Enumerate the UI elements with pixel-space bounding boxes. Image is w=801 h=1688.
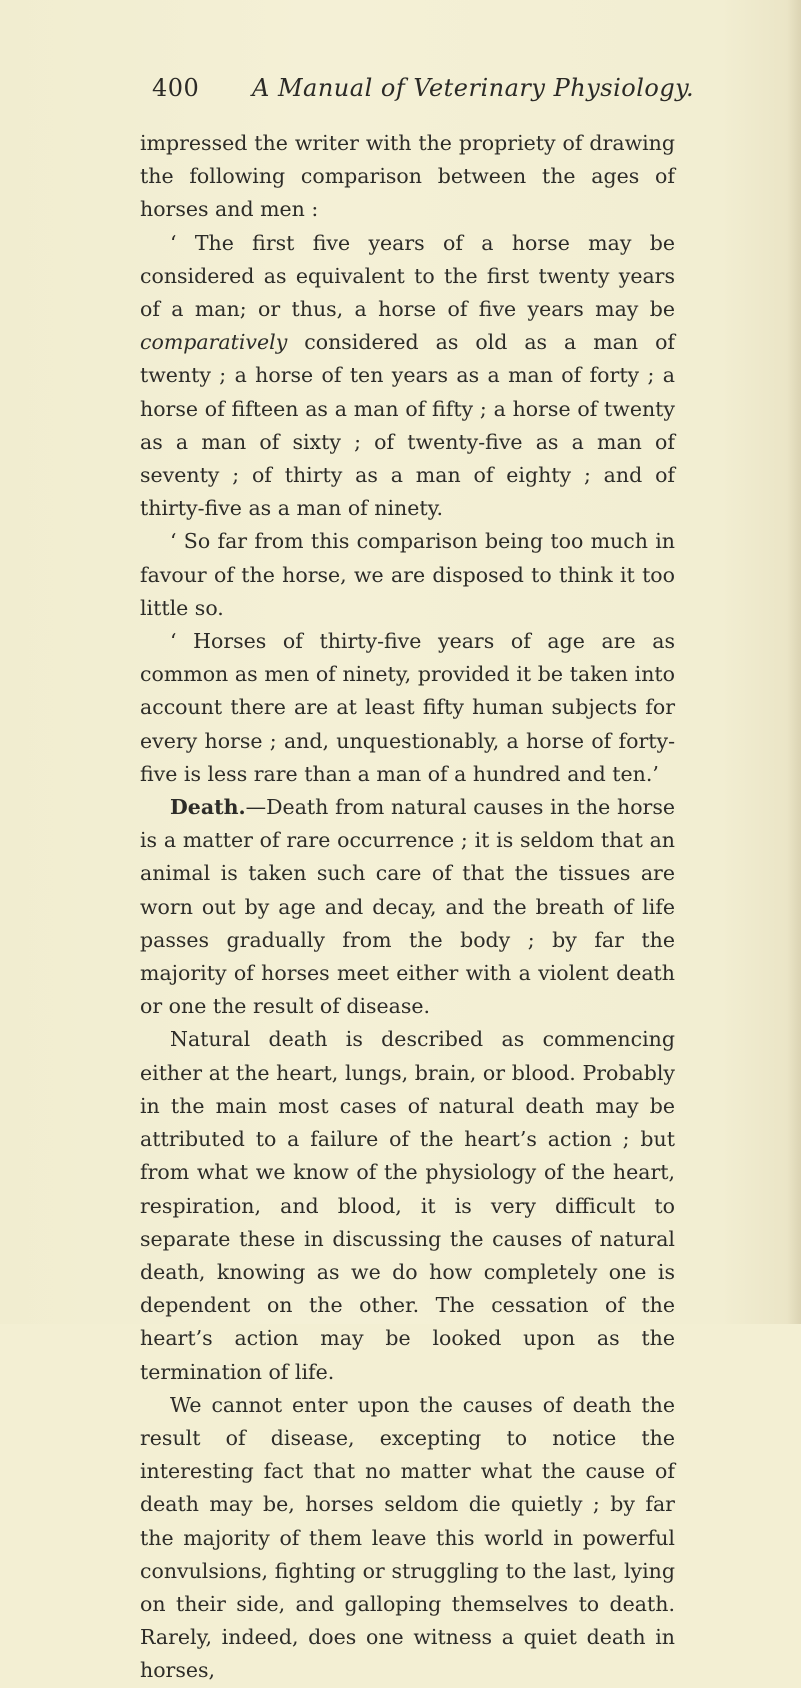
running-title: A Manual of Veterinary Physiology. [252,74,695,102]
section-heading-death: Death. [170,795,246,820]
emphasis-comparatively: comparatively [140,330,288,355]
paragraph-disease-death: We cannot enter upon the causes of death the result of disease, excepting to notice the interesting fact that no matter what the cause of death may be, horses seldom die quietly ; by far the majority of them leave this world in powerful convulsions, fighting or struggling to the last, lying on their side, and galloping themselves to death. Rarely, indeed, does one witness a quiet death in horses, [140,1392,675,1683]
paragraph-natural-death: Natural death is described as commencing either at the heart, lungs, brain, or blood. Probably in the main most cases of natural death may be attributed to a failure of the heart’s action ; but from what we know of the physiology of the heart, respiration, and blood, it is very difficult to separate these in discussing the causes of natural death, knowing as we do how completely one is dependent on the other. The cessation of the heart’s action may be looked upon as the termination of life. [140,1027,675,1384]
paragraph-death: Death.—Death from natural causes in the horse is a matter of rare occurrence ; it is seldom that an animal is taken such care of that the tissues are worn out by age and decay, and the breath of life passes gradually from the body ; by far the majority of horses meet either with a violent death or one the result of disease. [140,795,675,1019]
paragraph-age-comparison: ‘ The first five years of a horse may be considered as equivalent to the first twenty years of a man; or thus, a horse of five years may be comparatively considered as old as a man of twenty ; a horse of ten years as a man of forty ; a horse of fifteen as a man of fifty ; a horse of twenty as a man of sixty ; of twenty-five as a man of seventy ; of thirty as a man of eighty ; and of thirty-five as a man of ninety. [140,230,675,521]
page-edge-shadow [787,0,801,1324]
page-header [152,74,695,108]
paragraph-favour: ‘ So far from this comparison being too much in favour of the horse, we are disposed to think it too little so. [140,529,675,620]
paragraph-continuation: impressed the writer with the propriety of drawing the following comparison between the ages of horses and men : [140,131,675,222]
page-number: 400 [152,74,200,102]
paragraph-horses-common: ‘ Horses of thirty-five years of age are as common as men of ninety, provided it be taken into account there are at least fifty human subjects for every horse ; and, unquestionably, a horse of forty-five is less rare than a man of a hundred and ten.’ [140,629,675,786]
body-text [140,127,675,1688]
